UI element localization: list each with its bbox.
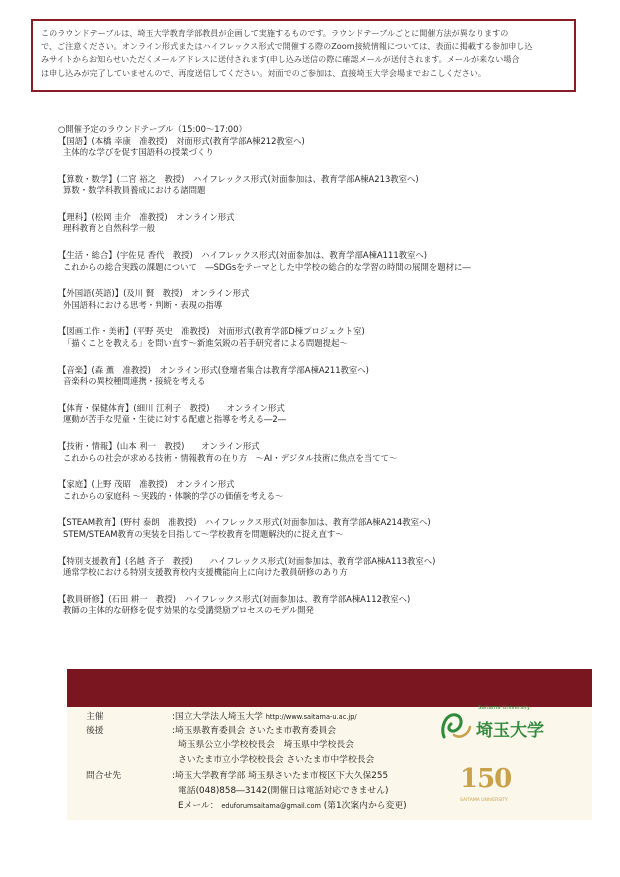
session-title: 【音楽】(森 薫 准教授) オンライン形式(登壇者集合は教育学部A棟A211教室へ) <box>58 364 369 375</box>
session-title: 【生活・総合】(宇佐見 香代 教授) ハイフレックス形式(対面参加は、教育学部A棟A111教室へ) <box>58 250 428 261</box>
contact-email[interactable]: eduforumsaitama@gmail.com <box>221 802 321 810</box>
session-title: 【家庭】(上野 茂昭 准教授) オンライン形式 <box>58 479 235 490</box>
session-topic: 運動が苦手な児童・生徒に対する配慮と指導を考える―2― <box>63 414 287 425</box>
session-title: 【国語】(本橋 幸康 准教授) 対面形式(教育学部A棟212教室へ) <box>58 135 305 146</box>
session-music <box>58 365 588 388</box>
session-topic: 音楽科の異校種間連携・接続を考える <box>63 376 206 387</box>
session-english <box>58 288 588 311</box>
session-title: 【算数・数学】(二宮 裕之 教授) ハイフレックス形式(対面参加は、教育学部A棟A213教室へ) <box>58 173 419 184</box>
session-topic: 「描くことを教える」を問い直す〜新進気鋭の若手研究者による問題提起〜 <box>63 337 348 348</box>
contact-label: 問合せ先 <box>86 771 122 781</box>
session-topic: 理科教育と自然科学一般 <box>63 223 156 234</box>
university-name-ja: 埼玉大学 <box>476 721 544 741</box>
session-topic: これからの家庭科 〜実践的・体験的学びの価値を考える〜 <box>63 490 284 501</box>
organizer-label: 主催 <box>86 712 104 722</box>
session-topic: 算数・数学科教員養成における諸問題 <box>63 185 206 196</box>
session-art <box>58 326 588 349</box>
session-title: 【技術・情報】(山本 利一 教授) オンライン形式 <box>58 441 260 451</box>
session-special-needs <box>58 556 588 579</box>
supporter-line: 埼玉県公立小学校校長会 埼玉県中学校長会 <box>178 740 354 750</box>
session-technology <box>58 441 588 464</box>
session-title: 【理科】(松岡 圭介 准教授) オンライン形式 <box>58 211 235 222</box>
session-home-economics <box>58 479 588 502</box>
notice-line: みサイトからお知らせいただくメールアドレスに送付されます(申し込み送信の際に確認メールが送付されます。メールが来ない場合 <box>41 54 520 65</box>
contact-address: :埼玉大学教育学部 埼玉県さいたま市桜区下大久保255 <box>172 771 389 781</box>
anniversary-caption: SAITAMA UNIVERSITY <box>460 798 508 803</box>
supporters-label: 後援 <box>86 726 104 736</box>
session-title: 【特別支援教育】(名越 斉子 教授) ハイフレックス形式(対面参加は、教育学部A棟A113教室へ) <box>58 555 436 566</box>
session-title: 【STEAM教育】(野村 泰朗 准教授) ハイフレックス形式(対面参加は、教育学部A棟A214教室へ) <box>58 517 431 528</box>
footer-accent-band <box>67 669 592 707</box>
session-title: 【外国語(英語)】(及川 賢 教授) オンライン形式 <box>58 288 250 299</box>
contact-phone: 電話(048)858―3142(開催日は電話対応できません) <box>178 786 389 796</box>
session-topic: 教師の主体的な研修を促す効果的な受講奨励プロセスのモデル開発 <box>63 605 314 616</box>
session-steam <box>58 517 588 540</box>
session-life-integrated <box>58 250 588 273</box>
notice-line: で、ご注意ください。オンライン形式またはハイフレックス形式で開催する際のZoom接続情報については、表面に掲載する参加申し込 <box>41 41 533 52</box>
anniversary-logo <box>456 760 518 814</box>
session-topic: STEM/STEAM教育の実装を目指して〜学校教育を問題解決的に捉え直す〜 <box>63 528 344 539</box>
session-topic: 外国語科における思考・判断・表現の指導 <box>63 299 223 310</box>
saitama-university-logo <box>438 705 568 745</box>
roundtable-schedule <box>58 124 588 632</box>
session-title: 【教員研修】(石田 耕一 教授) ハイフレックス形式(対面参加は、教育学部A棟A112教室へ) <box>58 593 411 604</box>
session-math <box>58 174 588 197</box>
notice-line: は申し込みが完了していませんので、再度送信してください。対面でのご参加は、直接埼玉大学会場までおこしください。 <box>41 67 486 78</box>
session-pe <box>58 403 588 426</box>
notice-line: このラウンドテーブルは、埼玉大学教育学部教員が企画して実施するものです。ラウンドテーブルごとに開催方法が異なりますの <box>41 28 509 38</box>
session-title: 【体育・保健体育】(細川 江利子 教授) オンライン形式 <box>58 402 285 413</box>
university-name-en: Saitama University <box>478 705 531 711</box>
session-japanese <box>58 136 588 159</box>
session-title: 【図画工作・美術】(平野 英史 准教授) 対面形式(教育学部D棟プロジェクト室) <box>58 326 365 337</box>
contact-email-label: Eメール： <box>178 801 219 811</box>
session-topic: 主体的な学びを促す国語科の授業づくり <box>63 147 214 157</box>
session-topic: これからの社会が求める技術・情報教育の在り方 〜AI・デジタル技術に焦点を当てて〜 <box>63 452 398 463</box>
session-teacher-training <box>58 594 588 617</box>
notice-box <box>31 19 576 92</box>
supporter-line: さいたま市立小学校校長会 さいたま市中学校長会 <box>178 755 375 765</box>
supporter-line: :埼玉県教育委員会 さいたま市教育委員会 <box>172 726 337 736</box>
organizer-name: :国立大学法人埼玉大学 <box>172 712 263 722</box>
schedule-heading: ○開催予定のラウンドテーブル（15:00〜17:00） <box>58 124 247 134</box>
anniversary-number: 150 <box>460 764 512 794</box>
organizer-url[interactable]: http://www.saitama-u.ac.jp/ <box>265 713 357 721</box>
session-science <box>58 212 588 235</box>
contact-note: (第1次案内から変更) <box>323 801 407 811</box>
session-topic: 通常学校における特別支援教育校内支援機能向上に向けた教員研修のあり方 <box>63 567 348 578</box>
session-topic: これからの総合実践の課題について ―SDGsをテーマとした中学校の総合的な学習の時間の展開を題材に― <box>63 261 471 272</box>
